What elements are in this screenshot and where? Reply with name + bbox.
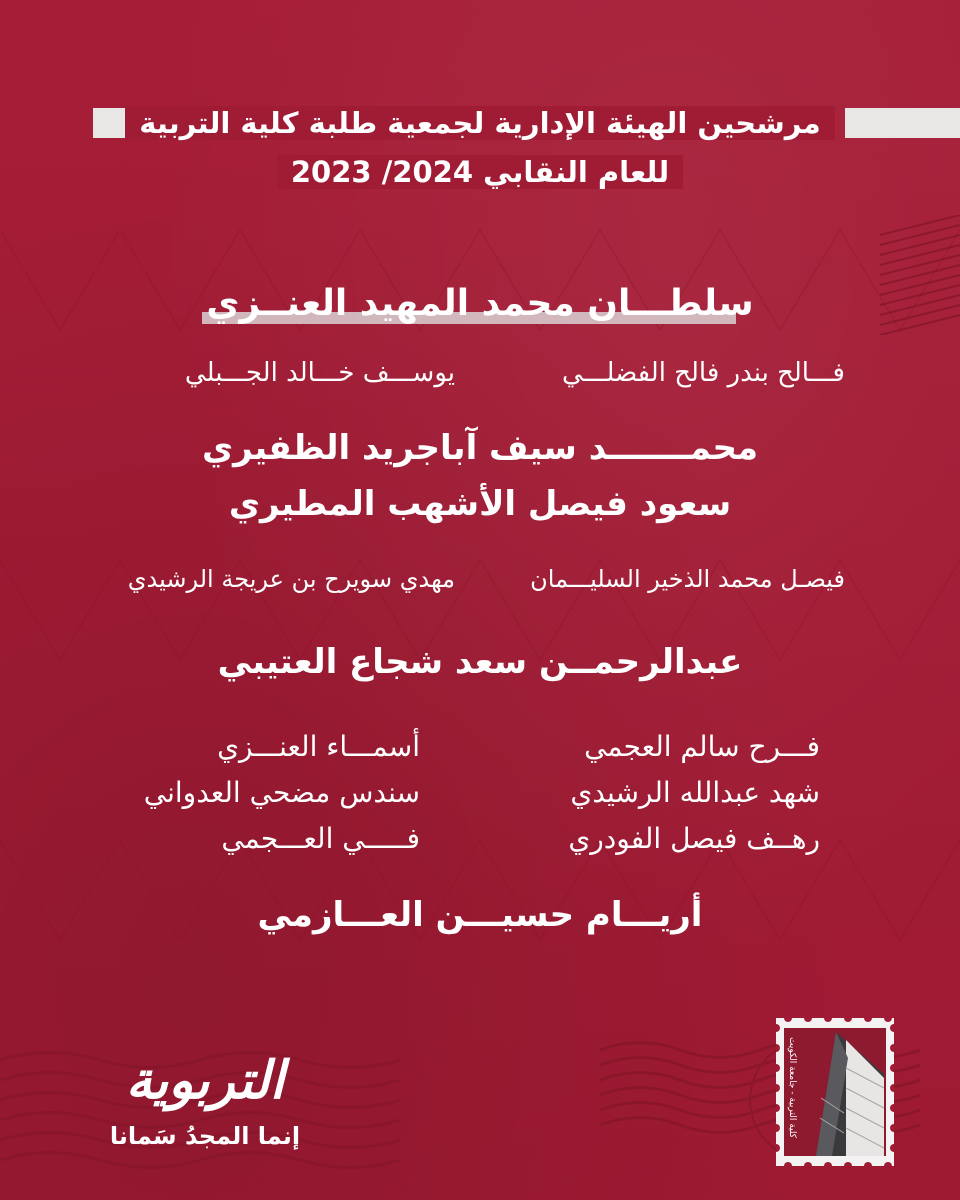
header-subtitle <box>0 155 960 189</box>
candidate-pair1-left: يوســـف خـــالد الجـــبلي <box>184 358 455 388</box>
header-subtitle-text: للعام النقابي 2024/ 2023 <box>277 155 683 189</box>
female-right-3: رهــف فيصل الفودري <box>568 822 820 855</box>
header-title <box>0 106 960 140</box>
logo-title: التربوية <box>125 1050 285 1111</box>
female-right-2: شهد عبدالله الرشيدي <box>570 776 820 809</box>
stamp-text: كلية التربية - جامعة الكويت <box>787 1037 797 1138</box>
candidate-2: محمـــــــد سيف آباجريد الظفيري <box>201 428 759 468</box>
female-left-2: سندس مضحي العدواني <box>143 776 420 809</box>
candidate-last: أريـــام حسيـــن العـــازمي <box>257 895 703 935</box>
logo-tagline: إنما المجدُ سَمانا <box>109 1122 301 1150</box>
female-left-3: فـــــي العـــجمي <box>221 822 420 855</box>
candidate-top: سلطـــان محمد المهيد العنــزي <box>206 283 754 324</box>
candidate-4: عبدالرحمــن سعد شجاع العتيبي <box>217 642 743 682</box>
female-right-1: فـــرح سالم العجمي <box>584 730 820 763</box>
header-title-text: مرشحين الهيئة الإدارية لجمعية طلبة كلية التربية <box>125 106 834 140</box>
candidate-pair2-right: فيصـل محمد الذخير السليـــمان <box>530 565 845 593</box>
candidate-pair2-left: مهدي سويرح بن عريجة الرشيدي <box>127 565 455 593</box>
logo <box>70 1050 340 1160</box>
female-left-1: أسمـــاء العنـــزي <box>217 730 420 763</box>
candidate-pair1-right: فـــالح بندر فالح الفضلـــي <box>561 358 845 388</box>
candidate-3: سعود فيصل الأشهب المطيري <box>228 484 732 524</box>
